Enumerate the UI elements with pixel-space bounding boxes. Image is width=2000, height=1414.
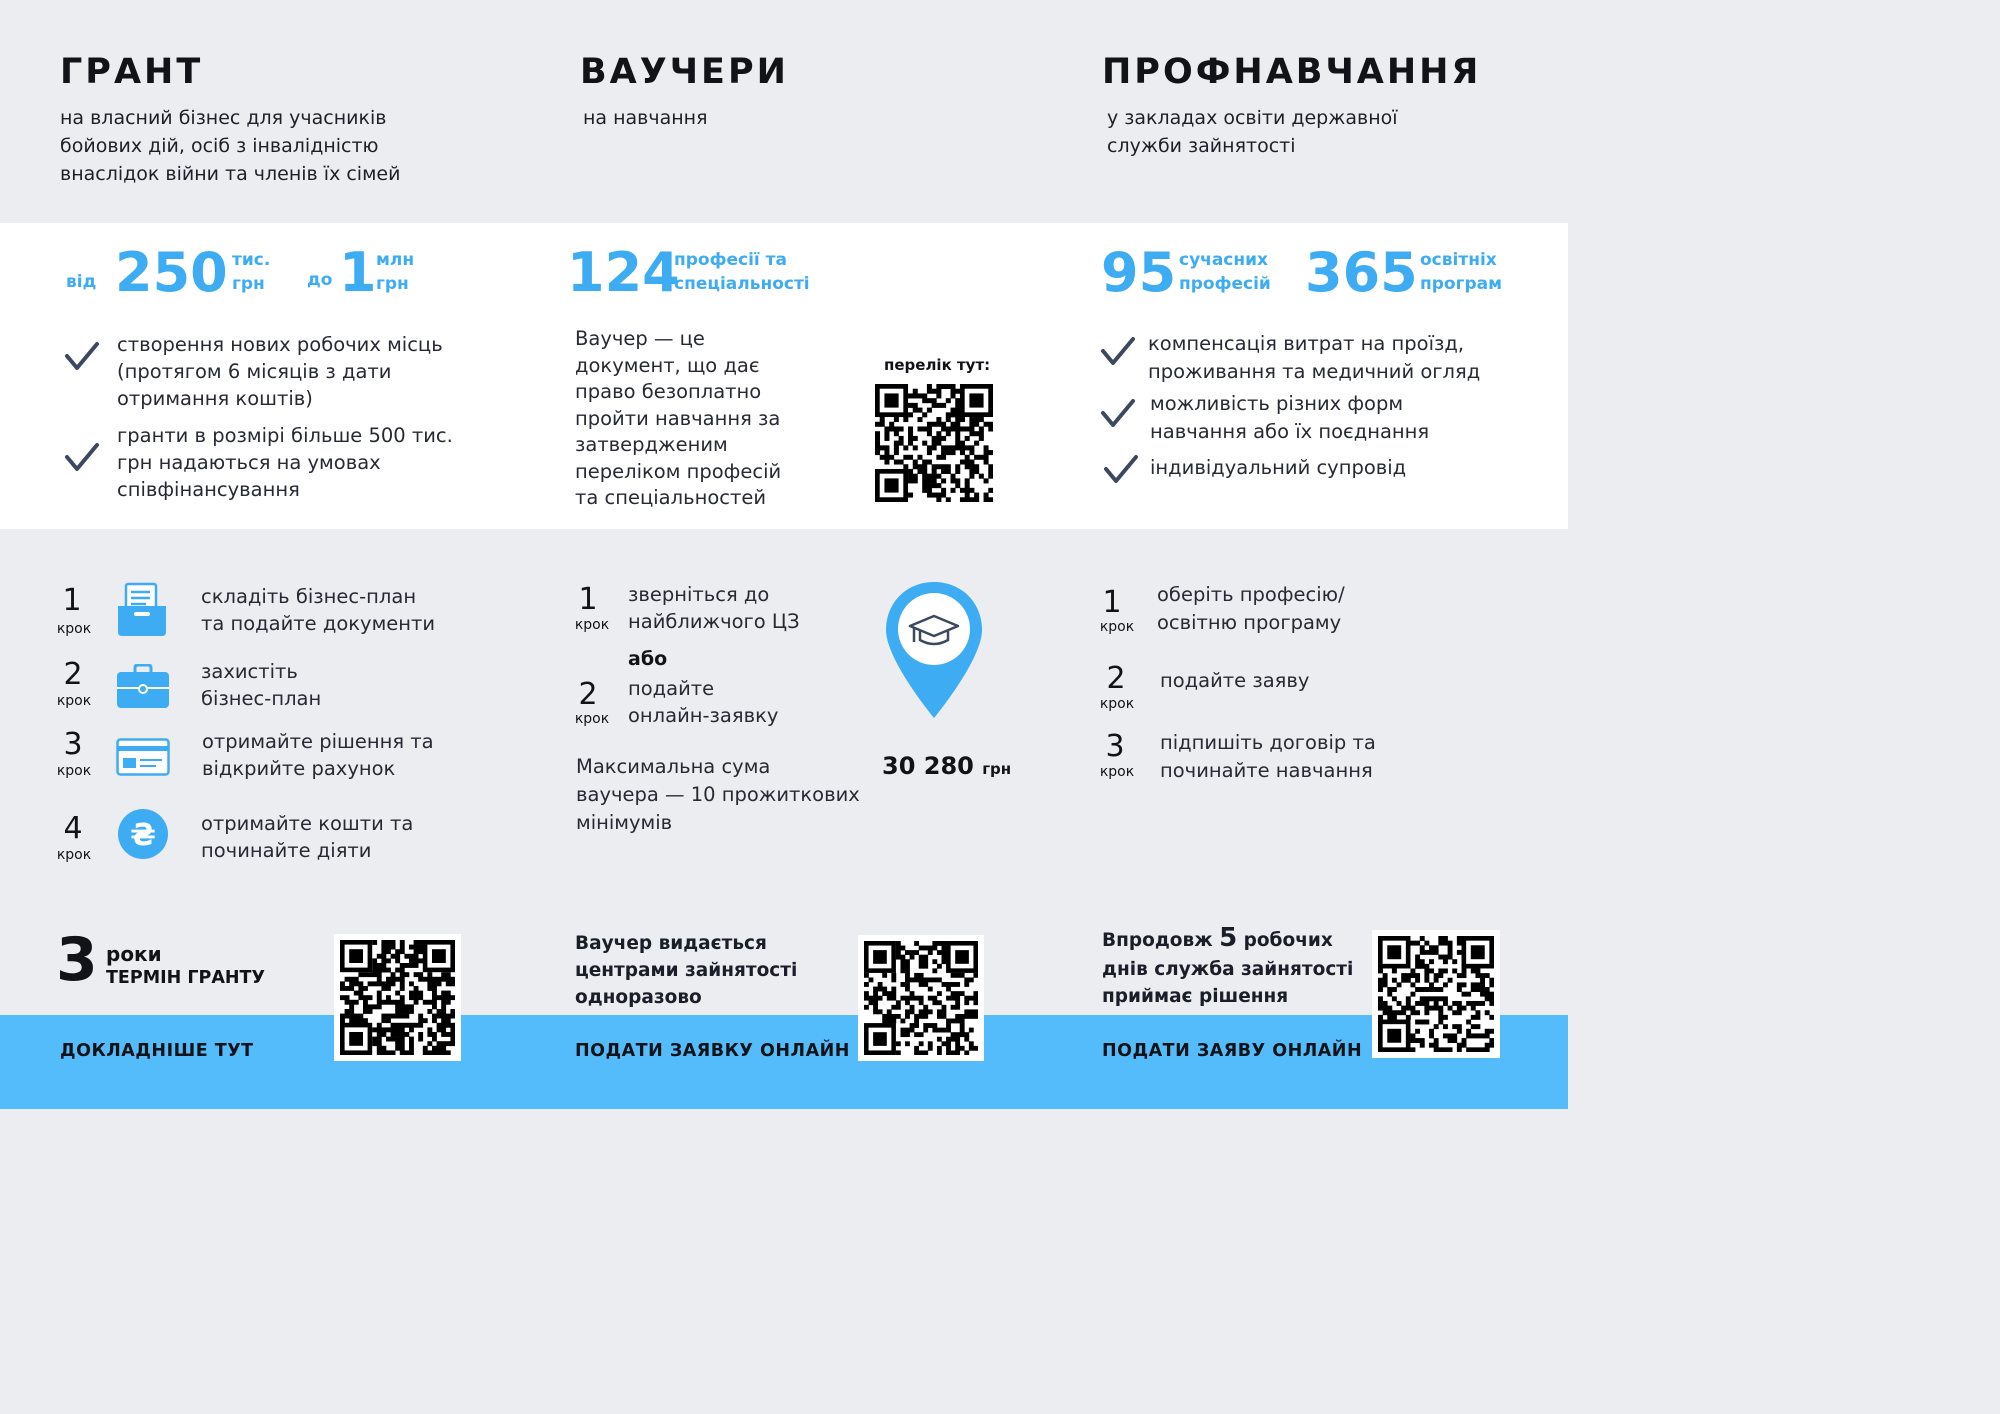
grant-step-number: 1 bbox=[62, 583, 82, 618]
grant-to-value: 1 bbox=[339, 241, 377, 304]
training-note-post: робочих bbox=[1243, 930, 1333, 951]
voucher-count-unit: професії та спеціальності bbox=[674, 250, 810, 294]
grant-to-label: до bbox=[307, 270, 333, 290]
grant-from-label: від bbox=[66, 272, 97, 292]
grant-subtitle: на власний бізнес для учасників бойових дій, осіб з інвалідністю внаслідок війни та членів їх сімей bbox=[60, 107, 401, 185]
step-label: крок bbox=[56, 847, 92, 863]
grant-qr-code[interactable] bbox=[334, 934, 461, 1061]
grant-bullet-2: гранти в розмірі більше 500 тис. грн надаються на умовах співфінансування bbox=[117, 424, 453, 501]
training-apply-qr-code[interactable] bbox=[1372, 930, 1500, 1058]
grant-bullet-1: створення нових робочих місць (протягом 6 місяців з дати отримання коштів) bbox=[117, 333, 443, 410]
training-note-pre: Впродовж bbox=[1102, 930, 1213, 951]
voucher-step-number: 2 bbox=[578, 677, 598, 712]
step-label: крок bbox=[56, 763, 92, 779]
grant-details-link[interactable]: ДОКЛАДНІШЕ ТУТ bbox=[60, 1041, 254, 1061]
grant-title: ГРАНТ bbox=[60, 52, 204, 92]
voucher-list-label: перелік тут: bbox=[884, 356, 991, 374]
training-bullet-1: компенсація витрат на проїзд, проживання та медичний огляд bbox=[1148, 332, 1481, 383]
grant-to-unit: млн грн bbox=[376, 250, 415, 294]
voucher-list-qr-code[interactable] bbox=[871, 380, 997, 506]
voucher-step-number: 1 bbox=[578, 582, 598, 617]
voucher-apply-link[interactable]: ПОДАТИ ЗАЯВКУ ОНЛАЙН bbox=[575, 1041, 850, 1061]
voucher-amount-value: 30 280 bbox=[882, 752, 974, 780]
training-subtitle: у закладах освіти державної служби зайнятості bbox=[1107, 107, 1398, 157]
grant-term-unit: роки bbox=[106, 942, 162, 966]
grant-step-number: 2 bbox=[63, 657, 83, 692]
voucher-step-text: подайте онлайн-заявку bbox=[628, 677, 779, 727]
grant-step-text: складіть бізнес-план та подайте документи bbox=[201, 585, 436, 635]
training-title: ПРОФНАВЧАННЯ bbox=[1102, 52, 1482, 92]
step-label: крок bbox=[56, 621, 92, 637]
footer-band bbox=[0, 1015, 1568, 1109]
grant-step-text: захистіть бізнес-план bbox=[201, 660, 322, 710]
grant-step-text: отримайте рішення та відкрийте рахунок bbox=[202, 730, 434, 780]
voucher-max-sum: Максимальна сума ваучера — 10 прожиткових мінімумів bbox=[576, 755, 860, 834]
step-label: крок bbox=[574, 711, 610, 727]
step-label: крок bbox=[1099, 696, 1135, 712]
training-apply-link[interactable]: ПОДАТИ ЗАЯВУ ОНЛАЙН bbox=[1102, 1041, 1363, 1061]
voucher-count: 124 bbox=[567, 241, 680, 304]
training-step-text: подайте заяву bbox=[1160, 669, 1310, 692]
training-bullet-3: індивідуальний супровід bbox=[1150, 456, 1407, 479]
voucher-amount bbox=[882, 752, 1011, 780]
svg-text:₴: ₴ bbox=[130, 818, 156, 853]
voucher-apply-qr-code[interactable] bbox=[858, 935, 984, 1061]
training-step-number: 1 bbox=[1102, 585, 1122, 620]
voucher-or-label: або bbox=[628, 648, 668, 670]
folder-document-icon bbox=[116, 582, 168, 638]
training-step-number: 3 bbox=[1105, 729, 1125, 764]
check-icon bbox=[1100, 336, 1136, 366]
grant-step-number: 4 bbox=[63, 811, 83, 846]
training-step-number: 2 bbox=[1106, 661, 1126, 696]
training-bullet-2: можливість різних форм навчання або їх поєднання bbox=[1150, 392, 1430, 443]
training-step-text: підпишіть договір та починайте навчання bbox=[1160, 731, 1376, 782]
hryvnia-coin-icon bbox=[117, 808, 169, 860]
check-icon bbox=[64, 442, 100, 472]
training-note-line-1 bbox=[1102, 923, 1333, 953]
voucher-step-text: зверніться до найближчого ЦЗ bbox=[628, 583, 800, 633]
training-programs-value: 365 bbox=[1305, 241, 1418, 304]
grant-step-number: 3 bbox=[63, 727, 83, 762]
training-note-number: 5 bbox=[1219, 923, 1238, 953]
check-icon bbox=[1100, 398, 1136, 428]
grant-from-value: 250 bbox=[115, 241, 228, 304]
voucher-definition: Ваучер — це документ, що дає право безоплатно пройти навчання за затвердженим переліком професій та спеціальностей bbox=[575, 327, 782, 509]
training-professions-value: 95 bbox=[1101, 241, 1177, 304]
briefcase-icon bbox=[116, 664, 170, 710]
training-step-text: оберіть професію/ освітню програму bbox=[1157, 583, 1345, 634]
step-label: крок bbox=[1099, 764, 1135, 780]
step-label: крок bbox=[574, 617, 610, 633]
voucher-subtitle: на навчання bbox=[583, 107, 708, 129]
training-programs-unit: освітніх програм bbox=[1420, 250, 1503, 294]
map-pin-graduation-icon bbox=[884, 580, 984, 720]
training-professions-unit: сучасних професій bbox=[1179, 250, 1271, 294]
bank-card-icon bbox=[116, 738, 170, 776]
grant-from-unit: тис. грн bbox=[232, 250, 271, 294]
check-icon bbox=[1103, 454, 1139, 484]
voucher-amount-unit: грн bbox=[982, 760, 1012, 778]
step-label: крок bbox=[56, 693, 92, 709]
step-label: крок bbox=[1099, 619, 1135, 635]
check-icon bbox=[64, 341, 100, 371]
voucher-title: ВАУЧЕРИ bbox=[580, 52, 789, 92]
voucher-note: Ваучер видається центрами зайнятості одноразово bbox=[575, 933, 798, 1008]
grant-term-label: ТЕРМІН ГРАНТУ bbox=[106, 968, 265, 988]
grant-term-value: 3 bbox=[56, 925, 98, 995]
training-note-rest: днів служба зайнятості приймає рішення bbox=[1102, 959, 1354, 1007]
grant-step-text: отримайте кошти та починайте діяти bbox=[201, 812, 414, 862]
